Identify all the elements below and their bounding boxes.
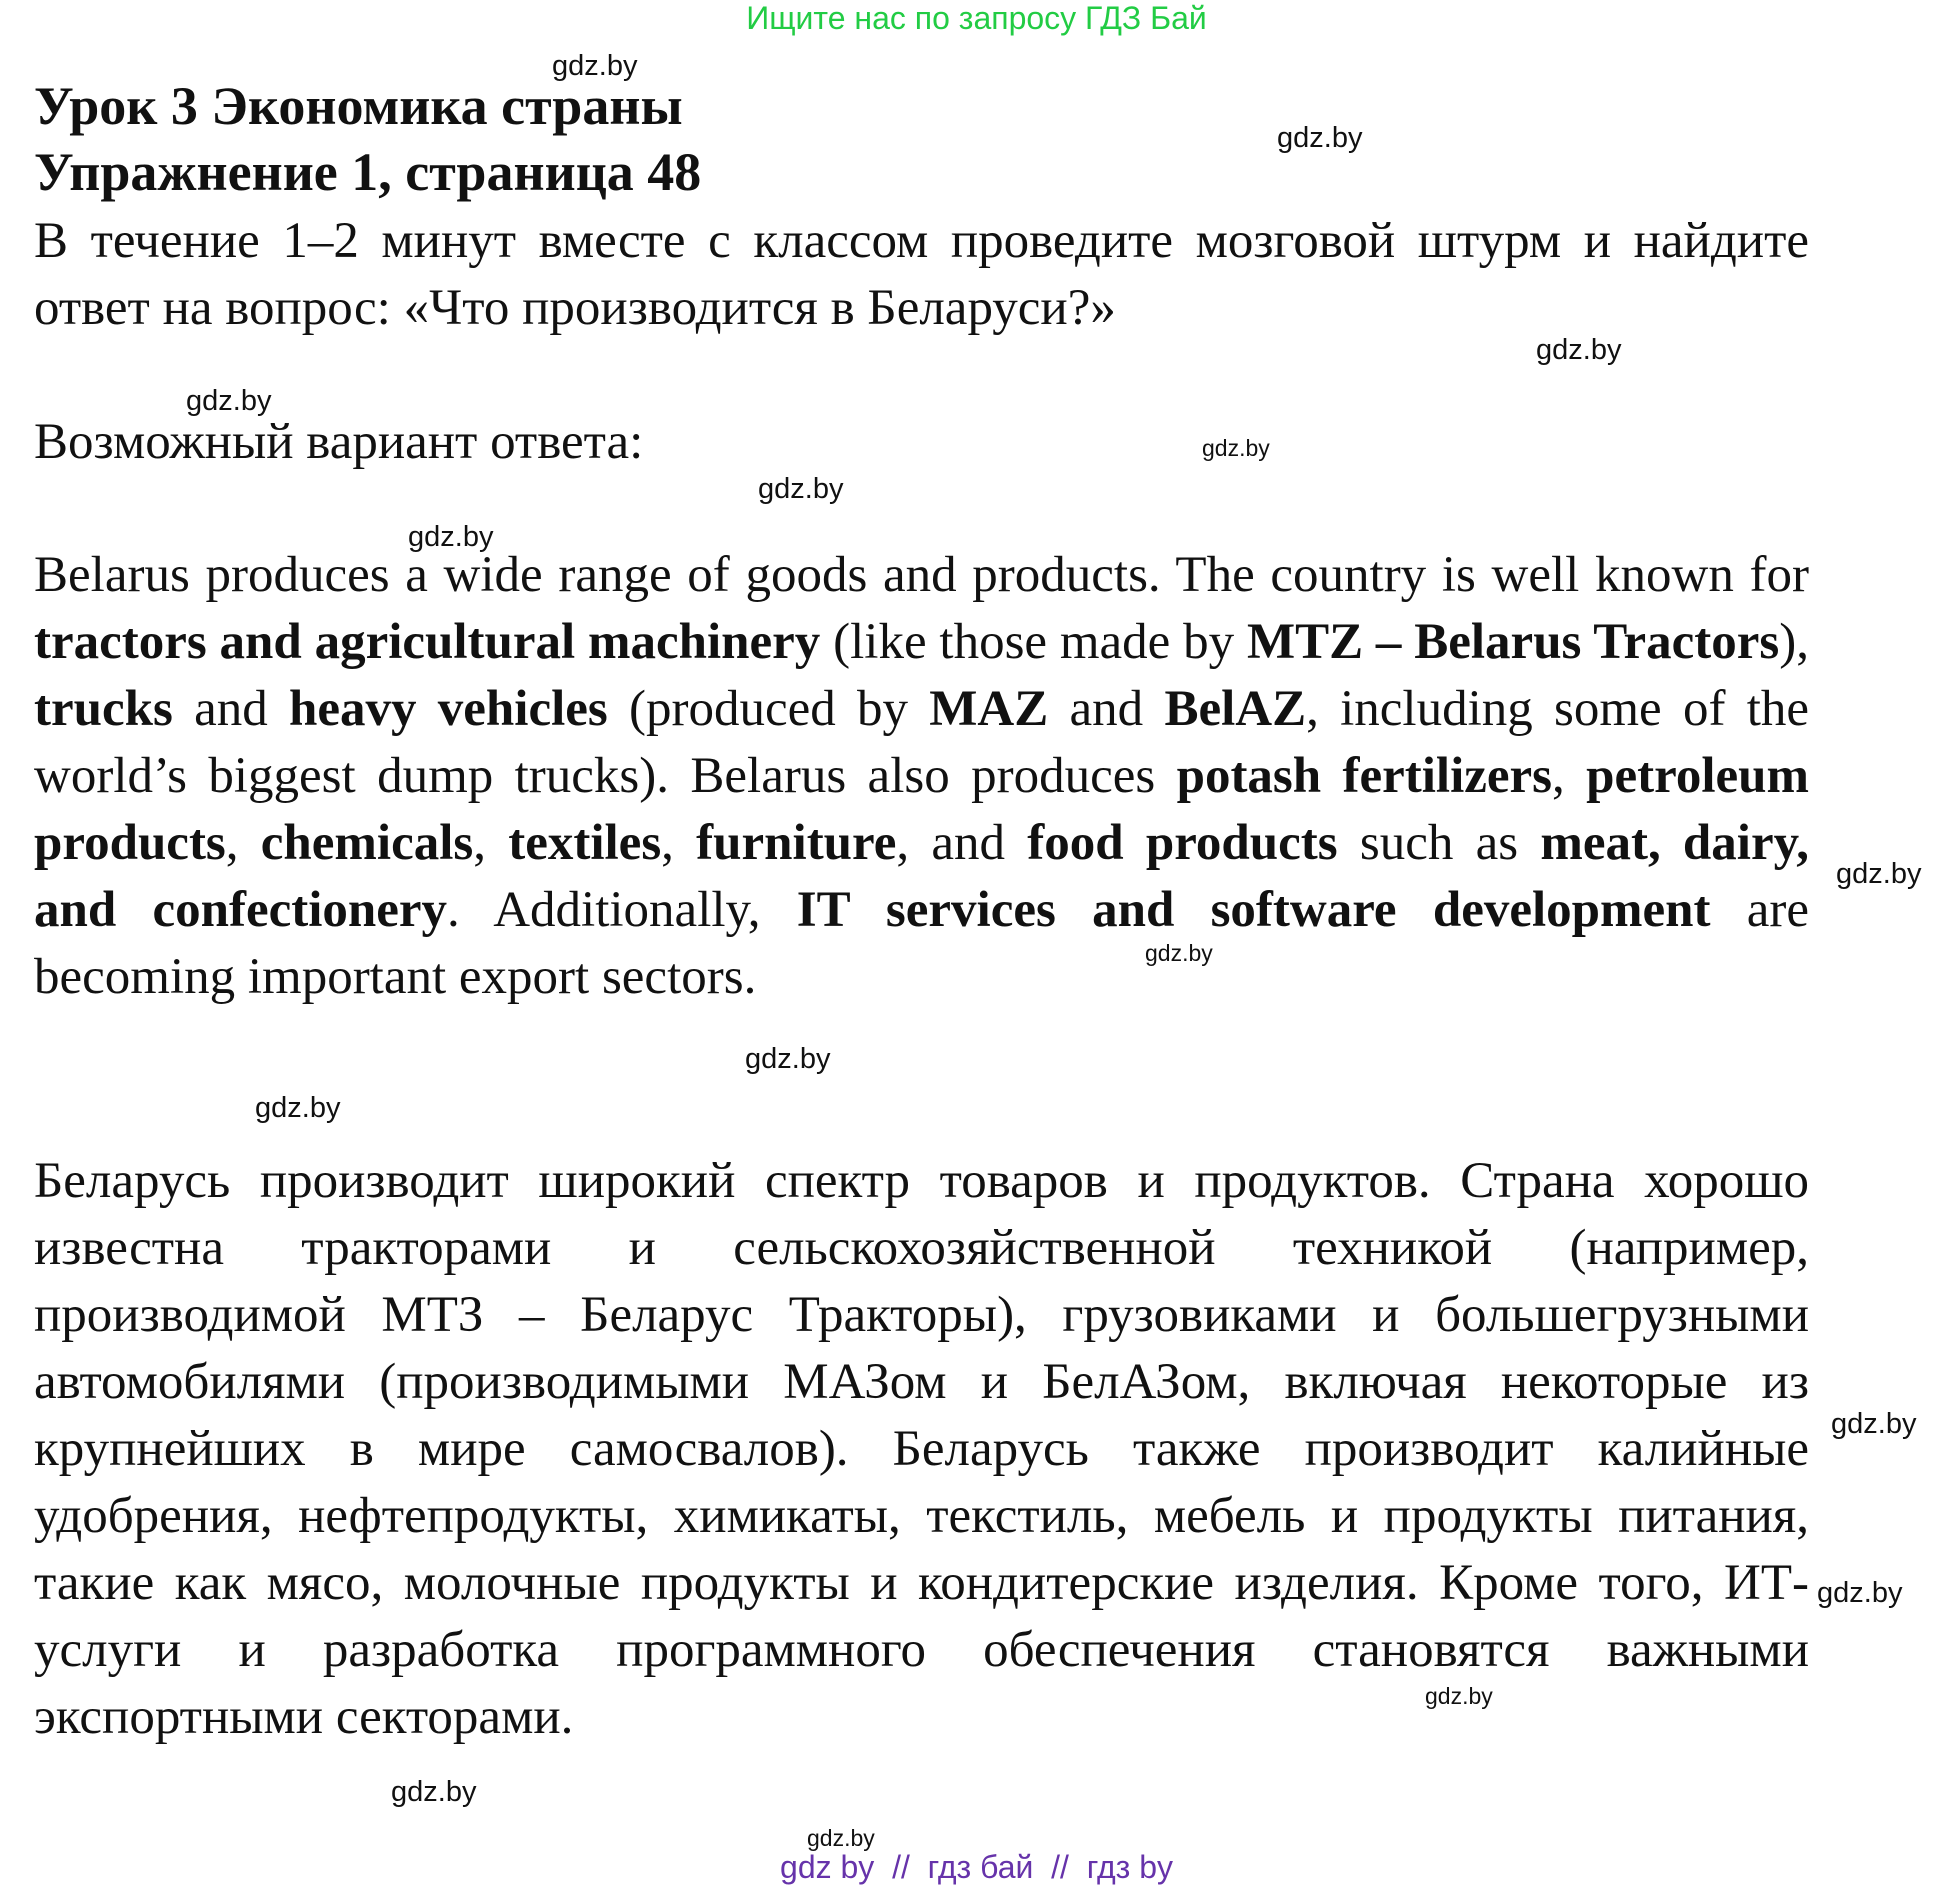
watermark: gdz.by bbox=[1425, 1683, 1493, 1709]
en-text: and bbox=[172, 681, 290, 737]
en-bold-term: potash fertilizers bbox=[1176, 748, 1553, 804]
answer-label: Возможный вариант ответа: bbox=[34, 414, 644, 470]
en-text: , bbox=[473, 815, 509, 871]
en-text: (produced by bbox=[607, 681, 930, 737]
watermark: gdz.by bbox=[1277, 122, 1363, 154]
en-bold-term: food products bbox=[1027, 815, 1338, 871]
lesson-title: Урок 3 Экономика страны bbox=[34, 76, 683, 136]
footer-link-gdz-by-cyr[interactable]: гдз by bbox=[1086, 1849, 1173, 1885]
en-text: , bbox=[225, 815, 261, 871]
watermark: gdz.by bbox=[807, 1825, 875, 1851]
en-text: such as bbox=[1337, 815, 1541, 871]
en-text: (like those made by bbox=[820, 614, 1247, 670]
en-bold-term: chemicals bbox=[260, 815, 474, 871]
en-text: , bbox=[661, 815, 697, 871]
en-text: , and bbox=[896, 815, 1028, 871]
en-text: Belarus produces a wide range of goods and products. The country is well known for bbox=[34, 547, 1809, 603]
en-text: ), bbox=[1779, 614, 1809, 670]
en-text: . Additionally, bbox=[447, 882, 797, 938]
watermark: gdz.by bbox=[1145, 940, 1213, 966]
en-text: , including some of the world’s biggest dump trucks). Belarus also produces bbox=[34, 681, 1809, 804]
watermark: gdz.by bbox=[1202, 435, 1270, 461]
watermark: gdz.by bbox=[758, 473, 844, 505]
watermark: gdz.by bbox=[1836, 858, 1922, 890]
en-bold-term: trucks bbox=[34, 681, 173, 737]
english-answer bbox=[34, 542, 1809, 1011]
watermark: gdz.by bbox=[1831, 1408, 1917, 1440]
watermark: gdz.by bbox=[1536, 334, 1622, 366]
watermark: gdz.by bbox=[408, 521, 494, 553]
watermark: gdz.by bbox=[552, 50, 638, 82]
footer-separator: // bbox=[874, 1849, 928, 1885]
en-bold-term: meat, dairy, and confectionery bbox=[34, 815, 1810, 938]
footer-link-gdz-by[interactable]: gdz by bbox=[780, 1849, 875, 1885]
watermark: gdz.by bbox=[391, 1776, 477, 1808]
watermark: gdz.by bbox=[255, 1092, 341, 1124]
en-bold-term: MTZ – Belarus Tractors bbox=[1246, 614, 1780, 670]
watermark: gdz.by bbox=[186, 385, 272, 417]
top-banner[interactable]: Ищите нас по запросу ГДЗ Бай bbox=[746, 0, 1207, 36]
en-bold-term: textiles bbox=[508, 815, 662, 871]
task-text: В течение 1–2 минут вместе с классом проведите мозговой штурм и найдите ответ на вопрос: «Что производится в Беларуси?» bbox=[34, 213, 1809, 336]
watermark: gdz.by bbox=[745, 1043, 831, 1075]
en-bold-term: heavy vehicles bbox=[289, 681, 608, 737]
watermark: gdz.by bbox=[1817, 1577, 1903, 1609]
footer-links bbox=[0, 1849, 1953, 1885]
en-bold-term: MAZ bbox=[929, 681, 1049, 737]
en-text: and bbox=[1048, 681, 1165, 737]
en-bold-term: petroleum products bbox=[34, 748, 1810, 871]
en-bold-term: tractors and agricultural machinery bbox=[34, 614, 821, 670]
russian-answer: Беларусь производит широкий спектр товаров и продуктов. Страна хорошо известна тракторами и сельскохозяйственной техникой (например, производимой МТЗ – Беларус Тракторы), грузовиками и большегрузными автомобилями (производимыми МАЗом и БелАЗом, включая некоторые из крупнейших в мире самосвалов). Беларусь также производит калийные удобрения, нефтепродукты, химикаты, текстиль, мебель и продукты питания, такие как мясо, молочные продукты и кондитерские изделия. Кроме того, ИТ-услуги и разработка программного обеспечения становятся важными экспортными секторами. bbox=[34, 1153, 1809, 1745]
en-text: are becoming important export sectors. bbox=[34, 882, 1809, 1005]
en-bold-term: BelAZ bbox=[1164, 681, 1307, 737]
footer-link-gdz-bai[interactable]: гдз бай bbox=[927, 1849, 1034, 1885]
en-text: , bbox=[1552, 748, 1587, 804]
en-bold-term: furniture bbox=[696, 815, 897, 871]
en-bold-term: IT services and software development bbox=[796, 882, 1711, 938]
footer-separator: // bbox=[1033, 1849, 1087, 1885]
exercise-title: Упражнение 1, страница 48 bbox=[34, 142, 702, 202]
